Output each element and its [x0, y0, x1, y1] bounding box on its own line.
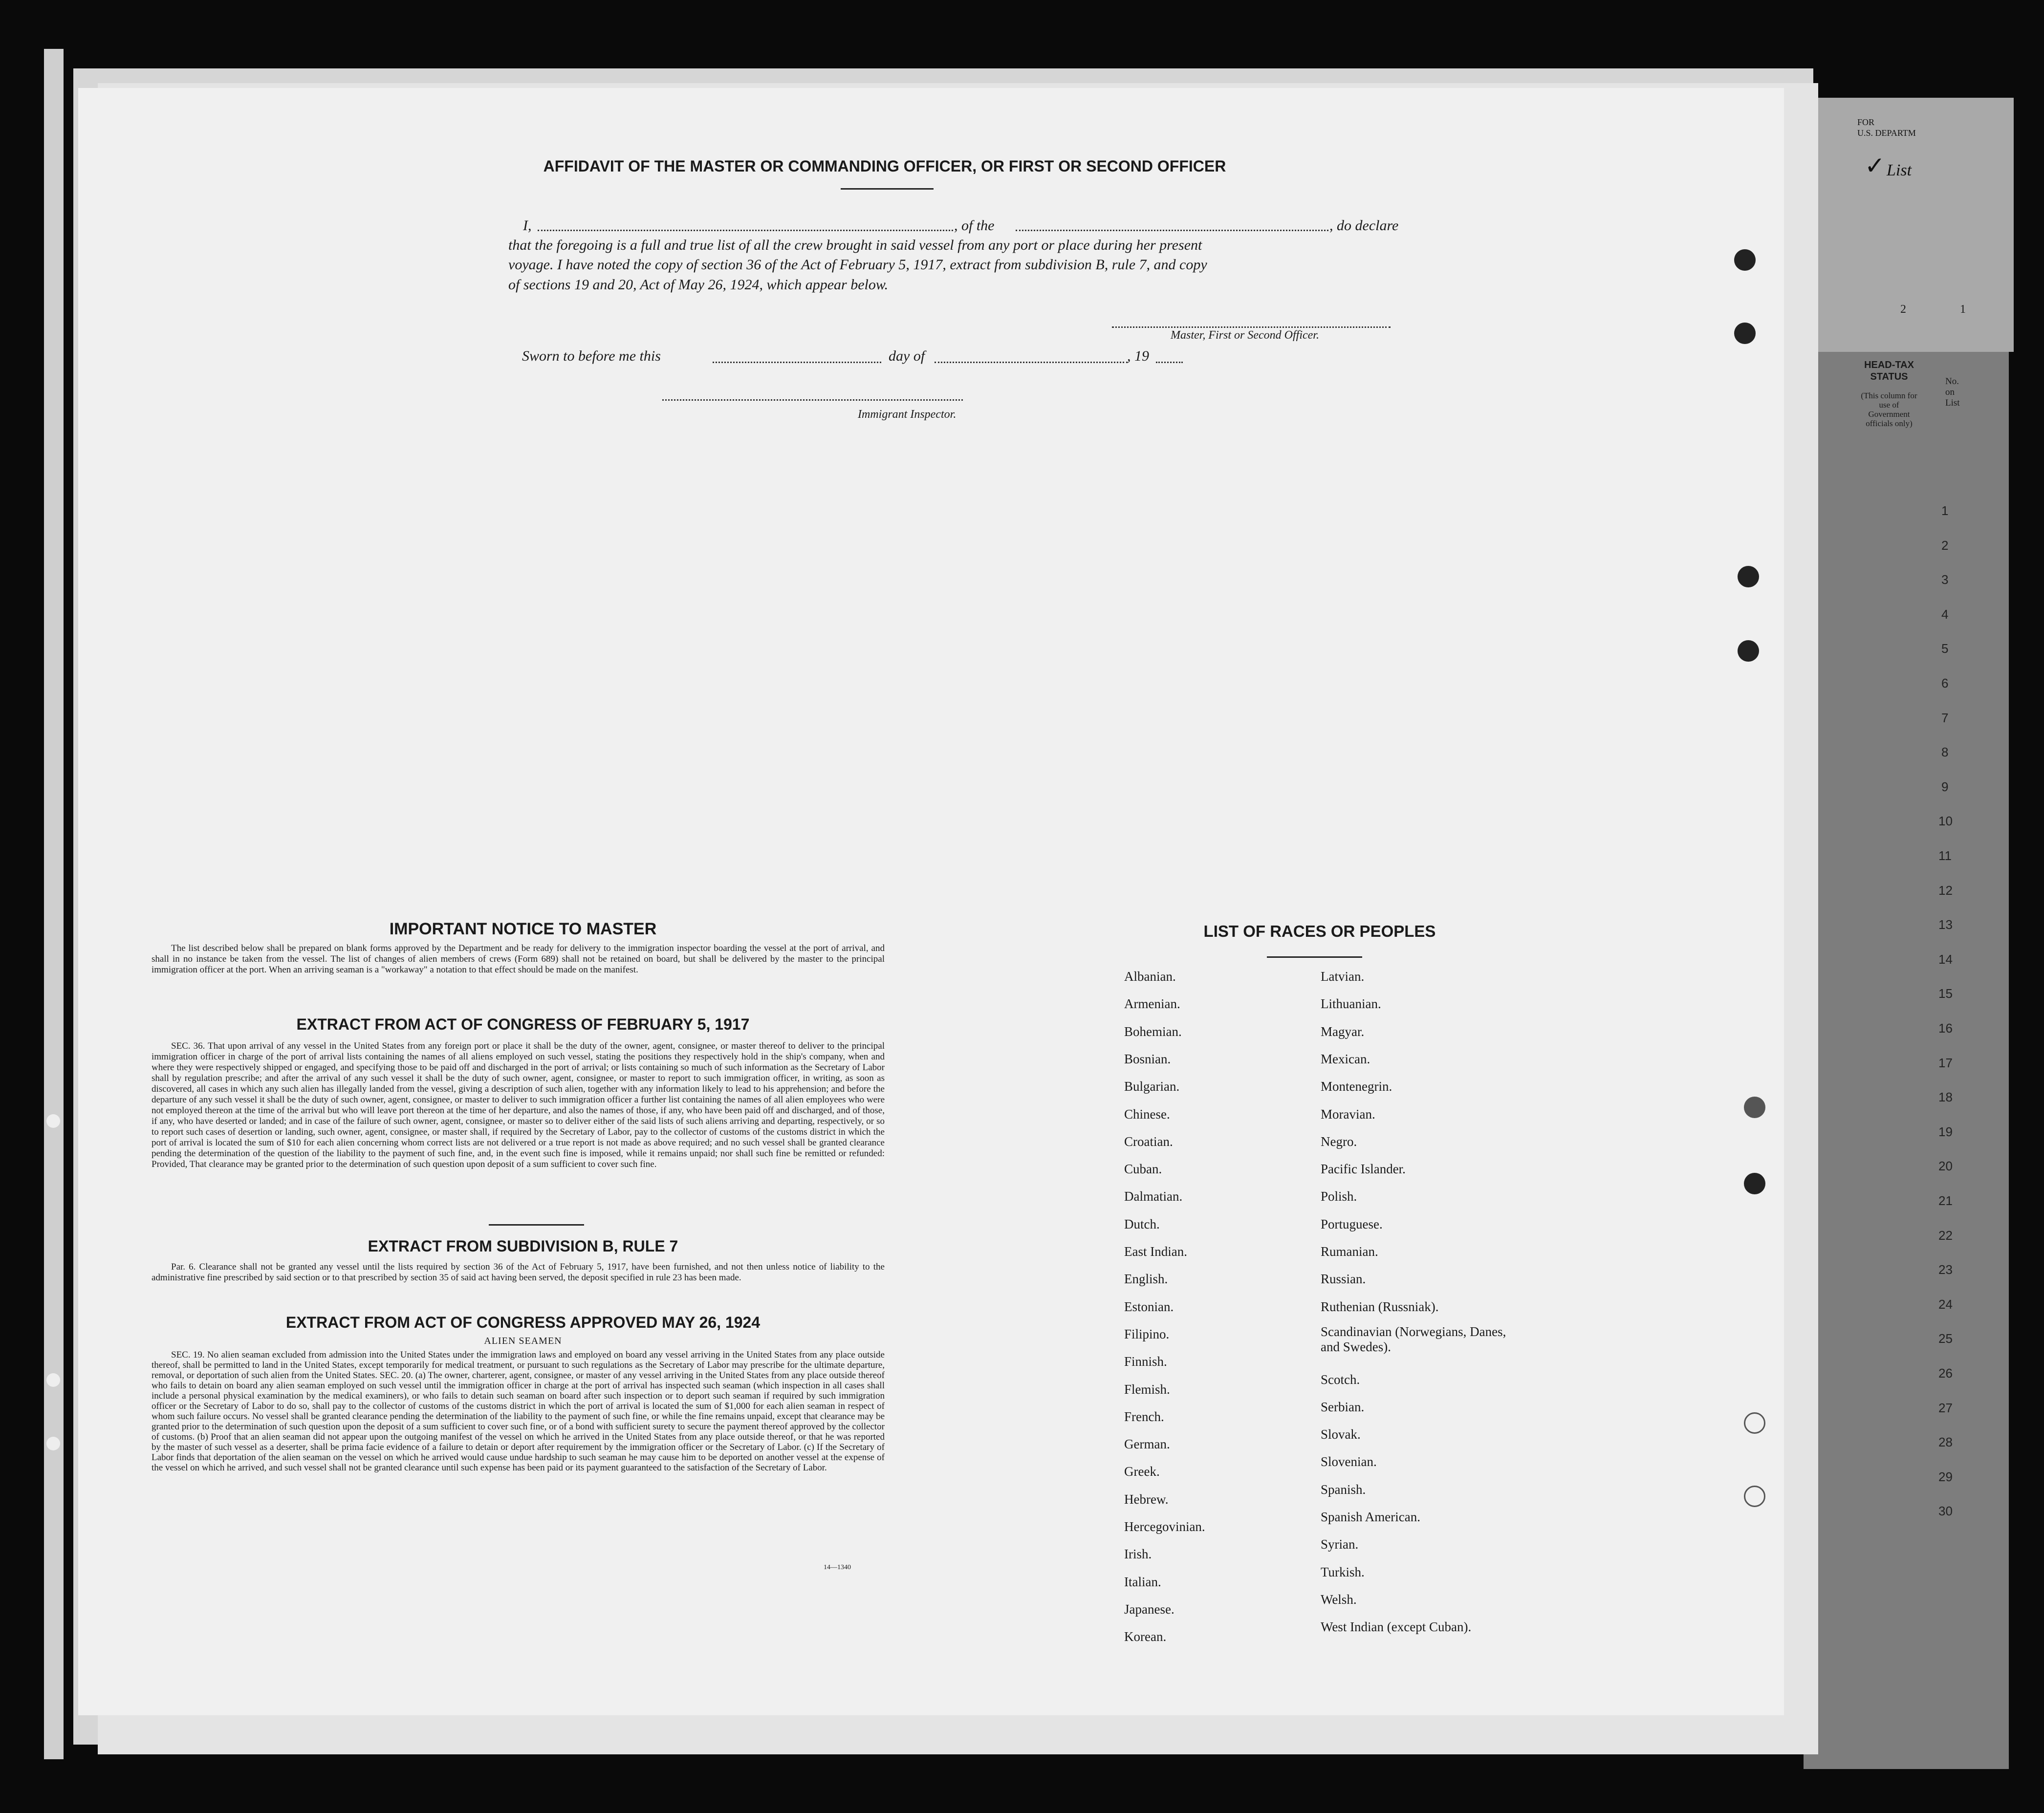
row-number: 5 [1941, 641, 1949, 656]
race-item: French. [1124, 1409, 1164, 1424]
race-item: Dutch. [1124, 1216, 1160, 1231]
race-item: Chinese. [1124, 1106, 1170, 1122]
punch-hole [1744, 1097, 1765, 1118]
race-item: Hebrew. [1124, 1491, 1169, 1507]
affidavit-line2: that the foregoing is a full and true list of all the crew brought in said vessel from any port or place during her present [508, 237, 1202, 253]
day-of: day of [889, 348, 925, 364]
race-item: Albanian. [1124, 969, 1176, 984]
row-number: 20 [1938, 1159, 1953, 1174]
row-number: 29 [1938, 1469, 1953, 1484]
race-item: Korean. [1124, 1629, 1167, 1644]
race-item: Spanish. [1321, 1482, 1366, 1497]
race-item: Turkish. [1321, 1564, 1365, 1579]
row-number: 13 [1938, 917, 1953, 932]
subdivision-b-body: Par. 6. Clearance shall not be granted any vessel until the lists required by section 36 of the Act of February 5, 1917, have been furnished, and not then unless notice of liability to the administrative fine prescribed by said section or to that prescribed by section 35 of said act having been served, the deposit specified in rule 23 has been made. [152, 1262, 885, 1283]
row-number: 3 [1941, 572, 1949, 587]
row-number: 26 [1938, 1366, 1953, 1381]
row-number: 15 [1938, 986, 1953, 1001]
affidavit-declare: , do declare [1329, 217, 1399, 234]
affidavit-line3: voyage. I have noted the copy of section 36 of the Act of February 5, 1917, extract from subdivision B, rule 7, and copy [508, 257, 1207, 273]
race-item: Polish. [1321, 1189, 1357, 1204]
row-number: 30 [1938, 1504, 1953, 1519]
extract-1917-body: SEC. 36. That upon arrival of any vessel in the United States from any foreign port or place it shall be the duty of the owner, agent, consignee, or master thereof to deliver to the principal immigration officer in charge of the port of arrival lists containing the names of all aliens employed on such vessel, stating the positions they respectively hold in the ship's company, when and where they were respectively shipped or engaged, and specifying those to be paid off and discharged in the port of arrival; or lists containing so much of such information as the Secretary of Labor shall by regulation prescribe; and after the arrival of any such vessel it shall be the duty of such owner, agent, consignee, or master to report to such immigration officer, in writing, as soon as discovered, all cases in which any such alien has illegally landed from the vessel, giving a description of such alien, together with any information likely to lead to his apprehension; and before the departure of any such vessel it shall be the duty of such owner, agent, consignee, or master to deliver to such immigration officer a further list containing the names of all alien employees who were not employed thereon at the time of the arrival but who will leave port thereon at the time of her departure, and also the names of those, if any, who have been paid off and discharged, and of those, if any, who have deserted or landed; and in case of the failure of such owner, agent, consignee, or master so to deliver either of the said lists of such aliens arriving and departing, respectively, or so to report such cases of desertion or landing, such owner, agent, consignee, or master shall, if required by the Secretary of Labor, pay to the collector of customs of the customs district in which the port of arrival is located the sum of $10 for each alien concerning whom correct lists are not delivered or a true report is not made as above required; and no such vessel shall be granted clearance pending the determination of the question of the liability to the payment of such fine, and, in the event such fine is imposed, while it remains unpaid; nor shall such fine be remitted or refunded: Provided, That clearance may be granted prior to the determination of such question upon deposit of a sum sufficient to cover such fine. [152, 1041, 885, 1169]
race-item: Flemish. [1124, 1381, 1170, 1397]
back-header-dept: U.S. DEPARTM [1857, 128, 1916, 138]
race-item: Bohemian. [1124, 1024, 1182, 1039]
inspector-blank[interactable] [662, 399, 963, 401]
row-number: 8 [1941, 745, 1949, 760]
race-item: Estonian. [1124, 1299, 1174, 1314]
no-on-list: No. on List [1945, 376, 1960, 408]
punch-hole [46, 1114, 60, 1128]
race-item: Armenian. [1124, 996, 1180, 1012]
race-item: Welsh. [1321, 1592, 1357, 1607]
race-item: Dalmatian. [1124, 1189, 1183, 1204]
sworn-text: Sworn to before me this [522, 348, 661, 364]
row-number: 2 [1941, 538, 1949, 553]
race-item: Scotch. [1321, 1372, 1360, 1387]
affidavit-line4: of sections 19 and 20, Act of May 26, 1924, which appear below. [508, 277, 889, 293]
race-item: Bulgarian. [1124, 1079, 1180, 1094]
punch-hole [1744, 1486, 1765, 1507]
race-item: Italian. [1124, 1574, 1161, 1589]
extract-1924-body: SEC. 19. No alien seaman excluded from admission into the United States under the immigration laws and employed on board any vessel arriving in the United States from any place outside thereof, shall be permitted to land in the United States, except temporarily for medical treatment, or pursuant to such regulations as the Secretary of Labor may prescribe for the ultimate departure, removal, or deportation of such alien from the United States. SEC. 20. (a) The owner, charterer, agent, consignee, or master of any vessel arriving in the United States from any place outside thereof who fails to detain on board any alien seaman employed on such vessel until the immigration officer in charge at the port of arrival has inspected such seaman (which inspection in all cases shall include a personal physical examination by the medical examiners), or who fails to detain such seaman on board after such inspection or to deport such seaman if required by such immigration officer or the Secretary of Labor to do so, shall pay to the collector of customs of the customs district in which the port of arrival is located the sum of $1,000 for each alien seaman in respect of whom such failure occurs. No vessel shall be granted clearance pending the determination of the liability to the payment of such fine, or while the fine remains unpaid, except that clearance may be granted prior to the determination of such question upon the deposit of a sum sufficient to cover such fine, or of a bond with sufficient surety to secure the payment thereof approved by the collector of customs. (b) Proof that an alien seaman did not appear upon the outgoing manifest of the vessel on which he arrived in the United States from any place outside thereof, or that he was reported by the master of such vessel as a deserter, shall be prima facie evidence of a failure to detain or deport after requirement by the immigration officer or the Secretary of Labor. (c) If the Secretary of Labor finds that deportation of the alien seaman on the vessel on which he arrived would cause undue hardship to such seaman he may cause him to be deported on another vessel at the expense of the vessel on which he arrived, and such vessel shall not be granted clearance until such expense has been paid or its payment guaranteed to the satisfaction of the Secretary of Labor. [152, 1350, 885, 1473]
row-number: 12 [1938, 883, 1953, 898]
row-number: 4 [1941, 606, 1949, 622]
row-number: 21 [1938, 1193, 1953, 1208]
divider [489, 1224, 584, 1226]
row-number: 14 [1938, 951, 1953, 967]
head-tax-note: (This column for use of Government officials only) [1861, 391, 1917, 428]
row-number: 16 [1938, 1021, 1953, 1036]
race-item: Portuguese. [1321, 1216, 1383, 1231]
race-item: Syrian. [1321, 1537, 1359, 1552]
back-col-2: 1 [1960, 303, 1966, 316]
race-item: English. [1124, 1272, 1168, 1287]
row-number: 1 [1941, 503, 1949, 518]
row-number: 25 [1938, 1331, 1953, 1346]
race-item: Slovenian. [1321, 1454, 1377, 1469]
punch-hole [1738, 640, 1759, 662]
race-item: Negro. [1321, 1134, 1357, 1149]
race-item: Japanese. [1124, 1601, 1174, 1617]
year-prefix: , 19 [1127, 348, 1149, 364]
affidavit-i: I, [523, 217, 532, 234]
row-number: 27 [1938, 1400, 1953, 1415]
year-blank[interactable] [1156, 362, 1183, 363]
race-item: Ruthenian (Russniak). [1321, 1299, 1439, 1314]
left-edge-strip [44, 49, 64, 1759]
notice-title: IMPORTANT NOTICE TO MASTER [389, 920, 657, 938]
row-number: 19 [1938, 1124, 1953, 1139]
back-list-label: List [1887, 161, 1912, 179]
race-item: Spanish American. [1321, 1510, 1420, 1524]
punch-hole [46, 1373, 60, 1387]
race-item: Serbian. [1321, 1399, 1365, 1414]
row-number: 22 [1938, 1228, 1953, 1243]
race-item: Croatian. [1124, 1134, 1173, 1149]
vessel-blank[interactable] [1016, 230, 1328, 231]
race-item: Irish. [1124, 1547, 1152, 1562]
punch-hole [1734, 249, 1756, 271]
race-item: Filipino. [1124, 1326, 1170, 1341]
punch-hole [1744, 1412, 1765, 1434]
signature-blank[interactable] [1112, 326, 1391, 328]
row-number: 7 [1941, 710, 1949, 725]
subdivision-b-title: EXTRACT FROM SUBDIVISION B, RULE 7 [368, 1237, 678, 1255]
race-item: Pacific Islander. [1321, 1162, 1406, 1177]
notice-body: The list described below shall be prepared on blank forms approved by the Department and be ready for delivery to the immigration inspector boarding the vessel at the port of arrival, and shall in no instance be taken from the vessel. The list of changes of alien members of crews (Form 689) shall not be retained on board, but shall be delivered by the master to the principal immigration officer at the port. When an arriving seaman is a "workaway" a notation to that effect should be made on the manifest. [152, 943, 885, 975]
punch-hole [1744, 1173, 1765, 1194]
race-item: Finnish. [1124, 1354, 1167, 1369]
row-number: 17 [1938, 1055, 1953, 1070]
race-item: Scandinavian (Norwegians, Danes, and Swedes). [1321, 1324, 1506, 1354]
extract-1924-subtitle: ALIEN SEAMEN [484, 1336, 562, 1346]
race-item: Magyar. [1321, 1024, 1365, 1039]
race-item: Cuban. [1124, 1162, 1162, 1177]
race-item: Latvian. [1321, 969, 1365, 984]
races-title: LIST OF RACES OR PEOPLES [1203, 922, 1436, 940]
race-item: Greek. [1124, 1464, 1160, 1479]
inspector-label: Immigrant Inspector. [858, 408, 957, 421]
signature-label: Master, First or Second Officer. [1171, 329, 1319, 342]
name-blank[interactable] [538, 230, 953, 231]
race-item: Rumanian. [1321, 1244, 1378, 1259]
divider [1267, 956, 1362, 958]
row-number: 11 [1938, 848, 1952, 863]
extract-1917-title: EXTRACT FROM ACT OF CONGRESS OF FEBRUARY 5, 1917 [296, 1015, 750, 1033]
divider [841, 188, 934, 190]
head-tax-title: HEAD-TAX STATUS [1864, 360, 1914, 382]
race-item: Slovak. [1321, 1427, 1361, 1442]
race-item: Mexican. [1321, 1051, 1370, 1066]
extract-1924-title: EXTRACT FROM ACT OF CONGRESS APPROVED MAY 26, 1924 [285, 1314, 761, 1331]
row-number: 10 [1938, 814, 1953, 829]
affidavit-title: AFFIDAVIT OF THE MASTER OR COMMANDING OFFICER, OR FIRST OR SECOND OFFICER [543, 157, 1226, 175]
month-blank[interactable] [935, 362, 1128, 363]
race-item: Moravian. [1321, 1106, 1375, 1122]
row-number: 18 [1938, 1090, 1953, 1105]
race-item: Hercegovinian. [1124, 1519, 1205, 1534]
race-item: German. [1124, 1437, 1170, 1452]
race-item: East Indian. [1124, 1244, 1187, 1259]
row-number: 6 [1941, 676, 1949, 691]
row-number: 24 [1938, 1296, 1953, 1312]
affidavit-of-the: , of the [954, 217, 995, 234]
back-col-1: 2 [1900, 303, 1906, 316]
punch-hole [46, 1437, 60, 1450]
row-number: 9 [1941, 779, 1949, 794]
sworn-date-blank[interactable] [713, 362, 881, 363]
row-number: 28 [1938, 1435, 1953, 1450]
form-number: 14—1340 [824, 1564, 851, 1571]
row-number: 23 [1938, 1262, 1953, 1277]
check-mark: ✓ [1865, 152, 1885, 179]
race-item: Montenegrin. [1321, 1079, 1392, 1094]
punch-hole [1738, 566, 1759, 587]
race-item: Russian. [1321, 1272, 1366, 1287]
race-item: Lithuanian. [1321, 996, 1381, 1012]
punch-hole [1734, 323, 1756, 344]
back-header-for: FOR [1857, 117, 1875, 127]
race-item: Bosnian. [1124, 1051, 1171, 1066]
race-item: West Indian (except Cuban). [1321, 1619, 1472, 1635]
